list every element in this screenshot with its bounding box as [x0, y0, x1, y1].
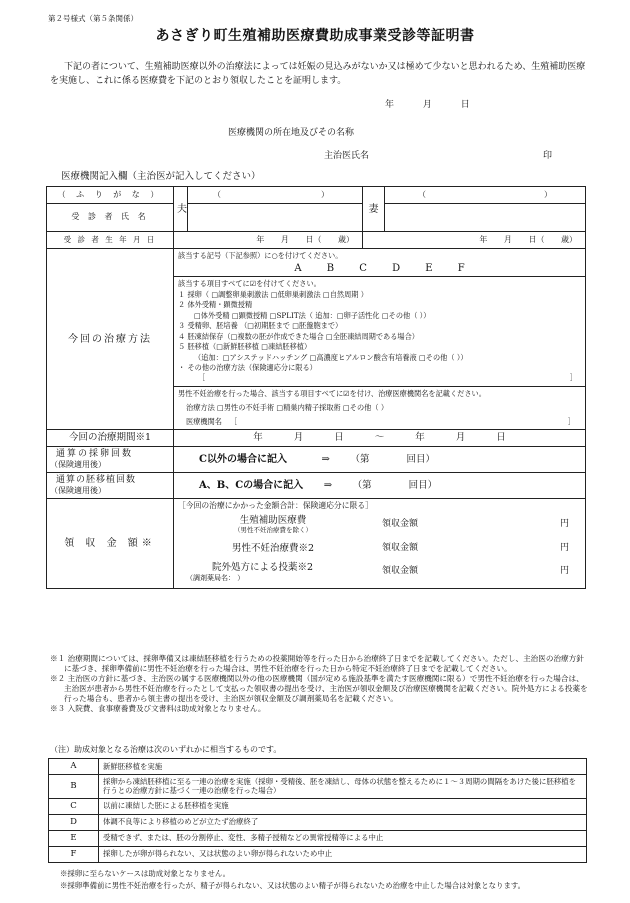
- transfer-sub: （保険適用後）: [50, 486, 106, 496]
- bracket-open: ［: [198, 373, 206, 383]
- amount-label: 領収金額: [382, 566, 419, 577]
- paren-open: （: [213, 189, 221, 199]
- item-culture[interactable]: ３ 受精卵、胚培養 （□初期胚まで □胚盤胞まで）: [178, 321, 343, 331]
- arrow-icon: ⇒: [323, 479, 333, 491]
- yen-label: 円: [559, 519, 569, 530]
- husband-label: 夫: [174, 187, 188, 232]
- furigana-label: （ ふ り が な ）: [47, 187, 174, 204]
- item-freezing[interactable]: ４ 胚凍結保存（□複数の胚が作成できた場合 □全胚凍結周期である場合）: [178, 331, 419, 341]
- grant-text: 以前に凍結した胚による胚移植を実施: [99, 798, 587, 814]
- art-fee-label: 生殖補助医療費: [239, 515, 307, 527]
- table-row: [49, 775, 587, 799]
- treatment-codes[interactable]: A B C D E F: [294, 263, 465, 275]
- grant-key: C: [49, 798, 99, 814]
- paren-open: （: [418, 189, 426, 199]
- treatment-label: 今回の治療方法: [47, 249, 174, 430]
- grant-text: 新鮮胚移植を実施: [99, 759, 587, 775]
- amount-label: 領収金額: [382, 543, 419, 554]
- section-title: 医療機関記入欄（主治医が記入してください）: [61, 171, 261, 182]
- institution-label: 医療機関の所在地及びその名称: [228, 128, 355, 138]
- intro-text: 下記の者について、生殖補助医療以外の治療法によっては妊娠の見込みがないか又は極めて少ないと思われるため、生殖補助医療を実施し、これに係る医療費を下記のとおり領収したことを証明します。: [50, 62, 586, 86]
- grant-text: 体調不良等により移植のめどが立たず治療終了: [99, 814, 587, 830]
- other-treatment-field[interactable]: [178, 373, 581, 383]
- grant-text: 採卵したが卵が得られない、又は状態のよい卵が得られないため中止: [99, 846, 587, 862]
- receipt-header: ［今回の治療にかかった金額合計：保険適応分に限る］: [178, 501, 373, 511]
- receipt-label: 領 収 金 額※: [47, 499, 174, 589]
- bracket-close: ］: [567, 416, 575, 426]
- receipt-row-pharmacy[interactable]: [178, 559, 581, 585]
- table-row: [49, 846, 587, 862]
- receipt-details: [174, 499, 586, 589]
- wife-birthdate-field[interactable]: 年 月 日（ 歳）: [363, 232, 586, 249]
- notes: [50, 654, 590, 714]
- item-fertilization-options[interactable]: □体外受精 □顕微授精 □SPLIT法（ 追加：□卵子活性化 □その他（ ））: [194, 310, 431, 320]
- wife-furigana-field[interactable]: [385, 187, 586, 204]
- grant-key: B: [49, 775, 99, 799]
- egg-retrieval-label-cell: [47, 447, 174, 473]
- transfer-instruction: A、B、Cの場合に記入: [199, 479, 304, 491]
- table-row: [49, 798, 587, 814]
- transfer-label-cell: [47, 473, 174, 499]
- items-instruction: 該当する項目すべてに☑を付けてください。: [178, 279, 321, 289]
- transfer-label: 通算の胚移植回数: [56, 475, 137, 486]
- egg-retrieval-field[interactable]: [174, 447, 586, 473]
- husband-name-field[interactable]: [188, 204, 363, 232]
- paren-close: ）: [544, 189, 552, 199]
- egg-retrieval-instruction: C以外の場合に記入: [199, 453, 287, 465]
- transfer-count: （第 回目）: [352, 479, 438, 491]
- note-3: ※３ 入院費、食事療養費及び文書料は助成対象となりません。: [50, 704, 266, 714]
- egg-retrieval-sub: （保険適用後）: [50, 460, 106, 470]
- amount-label: 領収金額: [382, 519, 419, 530]
- art-fee-sub: （男性不妊治療費を除く）: [234, 525, 312, 534]
- period-field[interactable]: 年 月 日 〜 年 月 日: [174, 430, 586, 447]
- egg-retrieval-label: 通算の採卵回数: [56, 449, 134, 460]
- birthdate-label: 受 診 者 生 年 月 日: [47, 232, 174, 249]
- grants-table: [48, 758, 587, 863]
- grant-key: F: [49, 846, 99, 862]
- yen-label: 円: [559, 543, 569, 554]
- item-transfer[interactable]: ５ 胚移植（□新鮮胚移植 □凍結胚移植）: [178, 342, 312, 352]
- doctor-label: 主治医氏名: [324, 151, 370, 161]
- male-instruction: 男性不妊治療を行った場合、該当する項目すべてに☑を付け、治療医療機関名を記載ください。: [178, 388, 486, 398]
- note-2: ※２ 主治医の方針に基づき、主治医の属する医療機関以外の他の医療機関（国が定める施設基準を満たす医療機関に限る）で男性不妊治療を行った場合は、主治医が患者から男性不妊治療を行ったとして支払った領収書の提出を受け、主治医が領収金額及び治療医療機関を記載ください。院外処方による投薬を行った場合も、患者から領主書の提出を受け、主治医が領収金額及び調剤薬局名を記載ください。: [50, 674, 588, 704]
- husband-furigana-field[interactable]: [188, 187, 363, 204]
- transfer-field[interactable]: [174, 473, 586, 499]
- grant-key: E: [49, 830, 99, 846]
- page-title: あさぎり町生殖補助医療費助成事業受診等証明書: [155, 28, 475, 44]
- item-egg-retrieval[interactable]: １ 採卵（ □調整卵巣刺激法 □低卵巣刺激法 □自然周期 ）: [178, 289, 368, 299]
- footnote-2: ※採卵準備前に男性不妊治療を行ったが、精子が得られない、又は状態のよい精子が得られないため治療を中止した場合は対象となります。: [60, 881, 526, 890]
- table-row: [49, 830, 587, 846]
- certificate-table: [46, 186, 586, 589]
- bracket-close: ］: [569, 373, 577, 383]
- grant-text: 採卵から凍結胚移植に至る一連の治療を実施（採卵・受精後、胚を凍結し、母体の状態を整えるために１〜３周期の間隔をあけた後に胚移植を行うとの治療方針に基づく一連の治療を行った場合）: [99, 775, 587, 799]
- grants-intro: （注）助成対象となる治療は次のいずれかに相当するものです。: [50, 745, 282, 754]
- item-fertilization[interactable]: ２ 体外受精・顕微授精: [178, 300, 253, 310]
- receipt-row-male[interactable]: [178, 539, 581, 559]
- yen-label: 円: [559, 566, 569, 577]
- wife-label: 妻: [363, 187, 385, 232]
- certification-date: 年 月 日: [385, 100, 470, 110]
- table-row: [49, 814, 587, 830]
- pharmacy-name-field[interactable]: （調剤薬局名： ）: [186, 573, 245, 582]
- code-instruction: 該当する記号（下記参照）に○を付けてください。: [178, 251, 343, 260]
- treatment-details: [174, 249, 586, 430]
- item-transfer-options[interactable]: （追加：□アシステッドハッチング □高濃度ヒアルロン酸含有培養液 □その他（ ））: [194, 352, 468, 362]
- male-institution-label: 医療機関名: [186, 416, 222, 426]
- table-row: [49, 759, 587, 775]
- patient-name-label: 受 診 者 氏 名: [47, 204, 174, 232]
- period-label: 今回の治療期間※1: [47, 430, 174, 447]
- egg-retrieval-count: （第 回目）: [350, 453, 435, 465]
- male-institution-row[interactable]: [178, 417, 581, 427]
- receipt-row-art[interactable]: [178, 511, 581, 539]
- husband-birthdate-field[interactable]: 年 月 日（ 歳）: [174, 232, 363, 249]
- male-fee-label: 男性不妊治療費※2: [231, 543, 315, 555]
- grant-text: 受精できず、または、胚の分割停止、変性、多精子授精などの異常授精等による中止: [99, 830, 587, 846]
- grant-key: A: [49, 759, 99, 775]
- seal-label: 印: [543, 151, 553, 161]
- form-number: 第２号様式（第５条関係）: [48, 14, 138, 23]
- paren-close: ）: [321, 189, 329, 199]
- male-method[interactable]: 治療方法 □男性の不妊手術 □精巣内精子採取術 □その他（ ）: [186, 403, 389, 413]
- footnote-1: ※採卵に至らないケースは助成対象となりません。: [60, 869, 231, 878]
- grant-key: D: [49, 814, 99, 830]
- bracket-open: ［: [229, 416, 238, 426]
- arrow-icon: ⇒: [321, 453, 330, 465]
- note-1: ※１ 治療期間については、採卵準備又は凍結胚移植を行うための投薬開始等を行った日から治療終了日までを記載してください。ただし、主治医の治療方針に基づき、採卵準備前に男性不妊治療を行った場合は、男性不妊治療を行った日から特定不妊治療終了日までを記載してください。: [50, 654, 584, 674]
- other-treatment: ・ その他の治療方法（保険適応分に限る）: [178, 362, 317, 372]
- wife-name-field[interactable]: [385, 204, 586, 232]
- pharmacy-fee-label: 院外処方による投薬※2: [212, 561, 314, 573]
